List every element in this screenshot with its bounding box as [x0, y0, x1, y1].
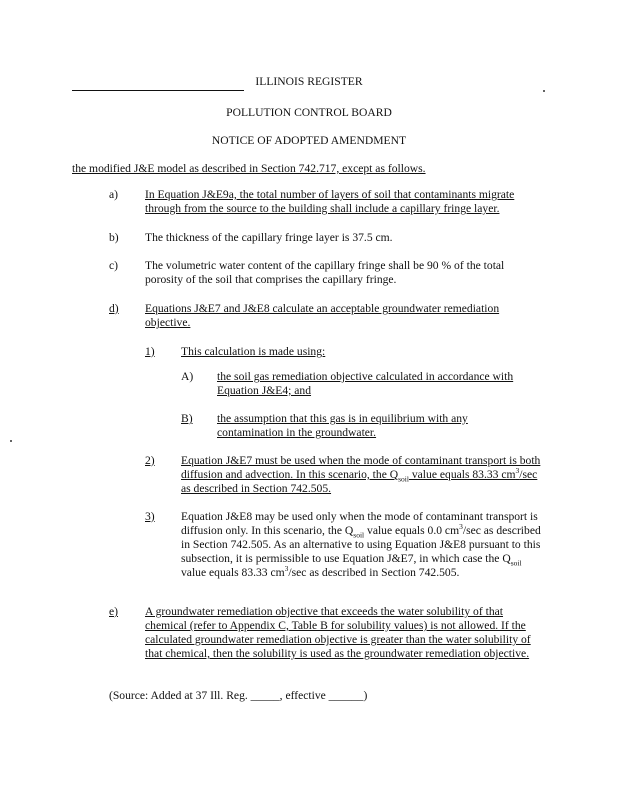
item-text: Equations J&E7 and J&E8 calculate an acceptable groundwater remediation objective. [145, 302, 500, 329]
item-text: Equation J&E8 may be used only when the mode of contaminant transport is diffusion only. In this scenario, the $Q_{soil}$ value equals 0.0 $cm^3/\sec$ as described in Section 742.505. As an alternative to using Equation J&E8 pursuant to this subsection, it is permissible to use Equation J&E7, in which case the $Q_{soil}$ value equals 83.33 $cm^3/\sec$ as described in Section 742.505. [181, 510, 541, 579]
item-label: 3) [145, 510, 155, 523]
header-rule [72, 90, 244, 91]
item-label: 1) [145, 345, 155, 358]
item-label: e) [109, 605, 119, 618]
scan-speck [10, 440, 12, 442]
item-label: 2) [145, 454, 155, 467]
item-text: Equation J&E7 must be used when the mode of contaminant transport is both diffusion and advection. In this scenario, the $Q_{soil}$ value equals 83.33 $cm^3/\sec$ as described in Section 742.505. [181, 454, 541, 495]
item-label: c) [109, 259, 119, 272]
item-label: A) [181, 370, 194, 383]
item-text: This calculation is made using: [181, 345, 326, 358]
notice-title: NOTICE OF ADOPTED AMENDMENT [211, 134, 407, 147]
item-text: In Equation J&E9a, the total number of layers of soil that contaminants migrate through from the source to the building shall include a capillary fringe layer. [145, 188, 515, 215]
source-note: (Source: Added at 37 Ill. Reg. _____, effective ______) [109, 689, 368, 702]
item-text: A groundwater remediation objective that exceeds the water solubility of that chemical (refer to Appendix C, Table B for solubility values) is not allowed. If the calculated groundwater remediation objective is greater than the water solubility of that chemical, then the solubility is used as the groundwater remediation objective. [145, 605, 531, 660]
board-title: POLLUTION CONTROL BOARD [226, 106, 392, 119]
scan-speck [543, 90, 545, 92]
item-label: b) [109, 231, 119, 244]
item-label: B) [181, 412, 193, 425]
register-title: ILLINOIS REGISTER [255, 75, 363, 88]
item-text: The thickness of the capillary fringe layer is 37.5 cm. [145, 231, 393, 244]
item-label: d) [109, 302, 119, 315]
intro-text: the modified J&E model as described in Section 742.717, except as follows. [72, 162, 426, 175]
item-text: the assumption that this gas is in equilibrium with any contamination in the groundwater. [217, 412, 468, 439]
item-text: the soil gas remediation objective calculated in accordance with Equation J&E4; and [217, 370, 514, 397]
item-text: The volumetric water content of the capillary fringe shall be 90 % of the total porosity of the soil that comprises the capillary fringe. [145, 259, 505, 286]
item-label: a) [109, 188, 119, 201]
